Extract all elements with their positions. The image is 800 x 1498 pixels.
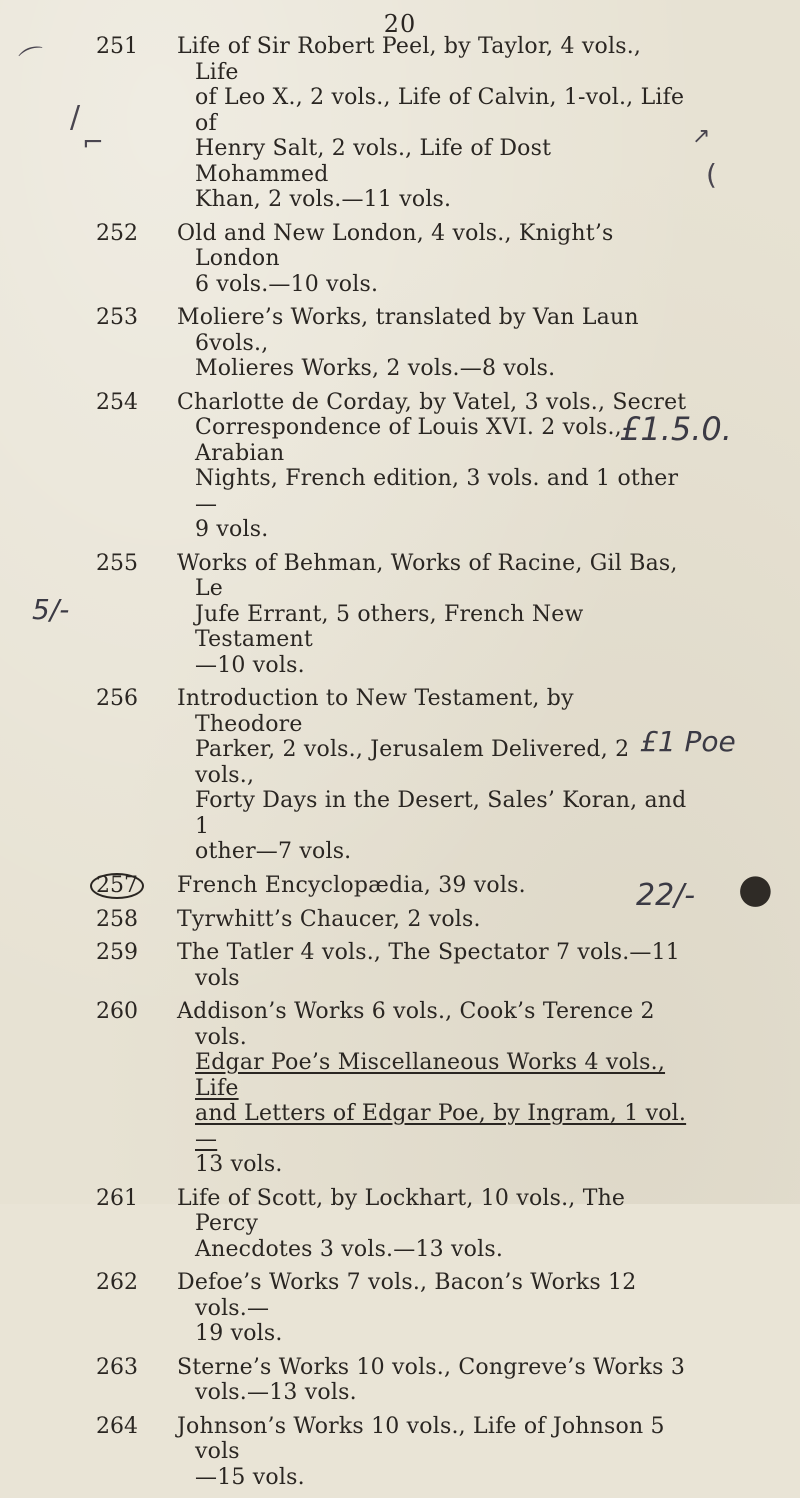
list-item <box>0 1270 800 1347</box>
lot-number: 262 <box>96 1270 138 1295</box>
list-item <box>0 907 800 933</box>
description-line: The Tatler 4 vols., The Spectator 7 vols.—11 vols <box>177 940 680 991</box>
lot-number: 260 <box>96 999 138 1024</box>
lot-description <box>177 1414 687 1491</box>
list-item <box>0 1355 800 1406</box>
list-item <box>0 34 800 213</box>
lot-description <box>177 1270 687 1347</box>
lot-number: 264 <box>96 1413 138 1439</box>
description-line: 6 vols.—10 vols. <box>195 271 379 297</box>
lot-description <box>177 907 687 933</box>
description-line: Correspondence of Louis XVI. 2 vols., Arabian <box>195 415 622 466</box>
description-line: Moliere’s Works, translated by Van Laun 6vols., <box>177 305 639 356</box>
lot-number: 251 <box>96 34 138 59</box>
list-item <box>0 999 800 1178</box>
pencil-paren-icon: ( <box>706 158 717 191</box>
pencil-bracket-icon: ⌐ <box>82 128 104 158</box>
lot-description <box>177 1355 687 1406</box>
list-item <box>0 390 800 543</box>
lot-number: 259 <box>96 940 138 965</box>
lot-number: 261 <box>96 1185 138 1211</box>
description-line: Jufe Errant, 5 others, French New Testament <box>195 601 584 652</box>
lot-number: 254 <box>96 389 138 415</box>
description-line: Charlotte de Corday, by Vatel, 3 vols., Secret <box>177 389 687 415</box>
list-item <box>0 551 800 679</box>
ink-blot-icon: ● <box>738 866 773 912</box>
description-line: 9 vols. <box>195 517 269 542</box>
description-line: of Leo X., 2 vols., Life of Calvin, 1-vol., Life of <box>195 85 685 136</box>
description-line: Old and New London, 4 vols., Knight’s London <box>177 220 614 271</box>
lot-number: 253 <box>96 305 138 330</box>
lot-description <box>177 390 687 543</box>
pencil-tick-icon: / <box>70 100 81 135</box>
list-item <box>0 221 800 298</box>
description-line: —10 vols. <box>195 652 305 678</box>
lot-number: 252 <box>96 220 138 246</box>
description-line: Works of Behman, Works of Racine, Gil Bas, Le <box>177 550 678 601</box>
margin-price-257: 5/- <box>32 593 70 626</box>
description-line: Molieres Works, 2 vols.—8 vols. <box>195 356 556 381</box>
price-note-260: £1 Poe <box>640 725 736 758</box>
lot-number <box>0 873 177 899</box>
description-line: Defoe’s Works 7 vols., Bacon’s Works 12 vols.— <box>177 1270 637 1321</box>
lot-description <box>177 873 687 899</box>
circled-lot-number: 257 <box>90 873 144 899</box>
pencil-tick-icon-2: ↗ <box>692 124 711 149</box>
description-line: Khan, 2 vols.—11 vols. <box>195 187 452 212</box>
description-line: and Letters of Edgar Poe, by Ingram, 1 vol.— <box>195 1101 687 1152</box>
lot-number: 255 <box>96 550 138 576</box>
list-item <box>0 686 800 865</box>
list-item <box>0 1414 800 1491</box>
list-item <box>0 1186 800 1263</box>
list-item <box>0 873 800 899</box>
description-line: Johnson’s Works 10 vols., Life of Johnson 5 vols <box>177 1413 665 1464</box>
pencil-mark-icon: ⌒ <box>16 42 52 80</box>
description-line: Forty Days in the Desert, Sales’ Koran, and 1 <box>195 788 687 839</box>
page-number: 20 <box>383 10 417 38</box>
lot-description <box>177 1186 687 1263</box>
description-line: other—7 vols. <box>195 839 352 864</box>
description-line: Life of Scott, by Lockhart, 10 vols., The Percy <box>177 1185 626 1236</box>
lot-description <box>177 551 687 679</box>
price-note-262: 22/- <box>636 878 696 913</box>
lot-description <box>177 940 687 991</box>
description-line: Introduction to New Testament, by Theodore <box>177 686 574 737</box>
list-item <box>0 305 800 382</box>
description-line: vols.—13 vols. <box>195 1380 357 1405</box>
description-line: Parker, 2 vols., Jerusalem Delivered, 2 vols., <box>195 737 630 788</box>
description-line: Addison’s Works 6 vols., Cook’s Terence 2 vols. <box>177 999 655 1050</box>
lot-description <box>177 34 687 213</box>
description-line: Sterne’s Works 10 vols., Congreve’s Works 3 <box>177 1354 686 1380</box>
catalogue-entries <box>0 34 800 1498</box>
description-line: French Encyclopædia, 39 vols. <box>177 872 526 898</box>
description-line: Anecdotes 3 vols.—13 vols. <box>195 1236 504 1262</box>
description-line: 19 vols. <box>195 1321 283 1346</box>
description-line: —15 vols. <box>195 1464 305 1490</box>
lot-description <box>177 221 687 298</box>
lot-number: 263 <box>96 1354 138 1380</box>
list-item <box>0 940 800 991</box>
lot-description <box>177 999 687 1178</box>
description-line: Tyrwhitt’s Chaucer, 2 vols. <box>177 906 481 932</box>
lot-description <box>177 305 687 382</box>
description-line: Henry Salt, 2 vols., Life of Dost Mohammed <box>195 136 552 187</box>
lot-number: 256 <box>96 686 138 711</box>
lot-description <box>177 686 687 865</box>
description-line: Nights, French edition, 3 vols. and 1 other— <box>195 466 679 517</box>
description-line: Life of Sir Robert Peel, by Taylor, 4 vols., Life <box>177 34 642 85</box>
price-note-255: £1.5.0. <box>620 410 732 448</box>
lot-number: 258 <box>96 906 138 932</box>
description-line: 13 vols. <box>195 1152 283 1177</box>
description-line: Edgar Poe’s Miscellaneous Works 4 vols., Life <box>195 1050 666 1101</box>
